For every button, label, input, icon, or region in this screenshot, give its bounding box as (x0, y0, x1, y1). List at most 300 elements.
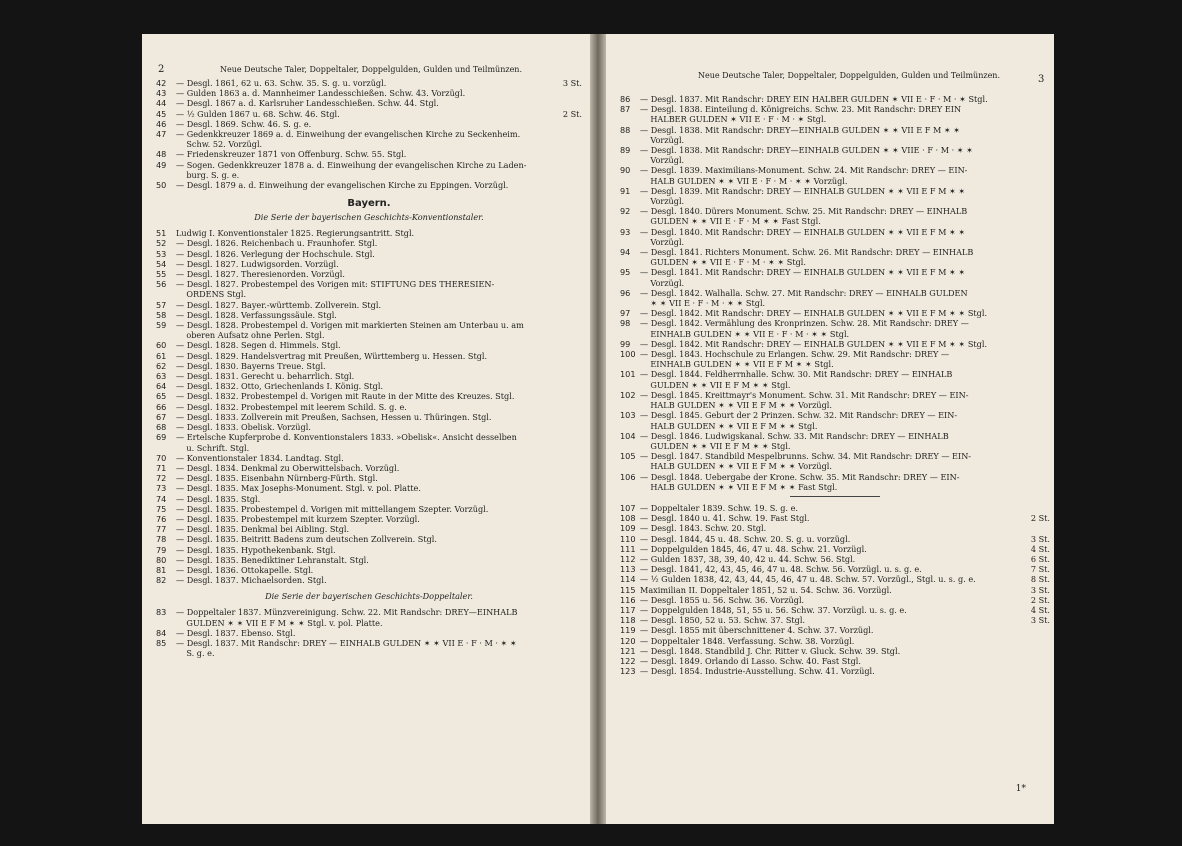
catalog-entry (620, 145, 1050, 165)
catalog-entry (156, 238, 582, 248)
entry-text: Ludwig I. Konventionstaler 1825. Regierungsantritt. Stgl. (176, 228, 415, 239)
entry-number: 119 (620, 625, 636, 636)
entry-quantity (1024, 646, 1050, 656)
entry-number: 64 (156, 381, 167, 392)
entry-quantity (556, 422, 582, 432)
entry-number: 78 (156, 534, 167, 545)
entry-text: — Desgl. 1843. Hochschule zu Erlangen. Schw. 29. Mit Randschr: DREY — EINHALB GULDEN ✶ ✶ VII E F M ✶ ✶ Stgl. (640, 349, 950, 370)
entry-number: 116 (620, 594, 636, 605)
catalog-entry (620, 523, 1050, 533)
catalog-entry (156, 504, 582, 514)
entry-number: 111 (620, 543, 636, 554)
entry-quantity (556, 351, 582, 361)
entry-number: 114 (620, 574, 636, 585)
entry-number: 90 (620, 165, 631, 176)
catalog-entry (156, 432, 582, 452)
entry-number: 89 (620, 145, 631, 156)
entry-number: 73 (156, 483, 167, 494)
entry-number: 97 (620, 308, 631, 319)
entry-quantity: 4 St. (1030, 543, 1050, 554)
entry-quantity (556, 545, 582, 555)
signature-mark: 1* (1015, 784, 1026, 794)
catalog-entry (620, 585, 1050, 595)
entry-text: — ½ Gulden 1838, 42, 43, 44, 45, 46, 47 u. 48. Schw. 57. Vorzügl., Stgl. u. s. g. e. (640, 574, 976, 585)
entry-number: 92 (620, 206, 631, 217)
entry-quantity (556, 310, 582, 320)
entry-text: — Doppeltaler 1848. Verfassung. Schw. 38. Vorzügl. (640, 635, 855, 646)
page-number: 2 (158, 64, 165, 75)
entry-quantity: 3 St. (1030, 615, 1050, 626)
entry-quantity (556, 628, 582, 638)
entry-quantity (1024, 267, 1050, 287)
catalog-entry (156, 555, 582, 565)
catalog-entry (620, 646, 1050, 656)
entry-number: 84 (156, 627, 167, 638)
series-subtitle: Die Serie der bayerischen Geschichts-Konventionstaler. (254, 212, 484, 223)
entry-number: 96 (620, 287, 631, 298)
entry-quantity (556, 259, 582, 269)
entry-text: — Desgl. 1837. Ebenso. Stgl. (176, 627, 296, 638)
entry-quantity (1024, 104, 1050, 124)
catalog-entry (156, 180, 582, 190)
entry-text: — Desgl. 1855 u. 56. Schw. 36. Vorzügl. (640, 594, 805, 605)
entry-text: — Desgl. 1842. Mit Randschr: DREY — EINHALB GULDEN ✶ ✶ VII E F M ✶ ✶ Stgl. (640, 308, 988, 319)
right-page (606, 34, 1054, 824)
entry-number: 108 (620, 513, 636, 524)
entry-quantity (556, 340, 582, 350)
catalog-entry (620, 544, 1050, 554)
catalog-entry (620, 513, 1050, 523)
catalog-entry (620, 472, 1050, 492)
entry-number: 103 (620, 410, 636, 421)
catalog-entry (620, 227, 1050, 247)
entry-text: — Doppeltaler 1837. Münzvereinigung. Schw. 22. Mit Randschr: DREY—EINHALB GULDEN ✶ ✶ VII E F M ✶ ✶ Stgl. v. pol. Platte. (176, 607, 518, 628)
catalog-entry (156, 463, 582, 473)
entry-text: — Desgl. 1861, 62 u. 63. Schw. 35. S. g. u. vorzügl. (176, 78, 387, 88)
entry-text: — Desgl. 1839. Mit Randschr: DREY — EINHALB GULDEN ✶ ✶ VII E F M ✶ ✶ Vorzügl. (640, 185, 966, 207)
entry-quantity (556, 371, 582, 381)
entry-text: — Desgl. 1854. Industrie-Ausstellung. Schw. 41. Vorzügl. (640, 666, 875, 677)
entry-quantity (556, 402, 582, 412)
entry-text: — Desgl. 1869. Schw. 46. S. g. e. (176, 118, 312, 129)
entry-text: — Doppeltaler 1839. Schw. 19. S. g. e. (640, 502, 798, 513)
entry-quantity: 3 St. (1030, 584, 1050, 595)
entry-number: 115 (620, 584, 636, 595)
entry-quantity (556, 269, 582, 279)
catalog-entry (620, 564, 1050, 574)
entry-text: — Desgl. 1841, 42, 43, 45, 46, 47 u. 48. Schw. 56. Vorzügl. u. s. g. e. (640, 564, 922, 575)
entry-text: — Doppelgulden 1845, 46, 47 u. 48. Schw. 21. Vorzügl. (640, 543, 867, 554)
catalog-entry (156, 149, 582, 159)
entry-text: — Desgl. 1836. Ottokapelle. Stgl. (176, 564, 314, 575)
entry-text: — Desgl. 1827. Theresienorden. Vorzügl. (176, 269, 345, 280)
right-content (620, 94, 1050, 676)
entry-quantity (556, 483, 582, 493)
entry-quantity (556, 320, 582, 340)
catalog-entry (156, 422, 582, 432)
entry-number: 120 (620, 635, 636, 646)
entry-number: 54 (156, 258, 167, 269)
catalog-entry (620, 186, 1050, 206)
entry-quantity (1024, 339, 1050, 349)
entry-number: 69 (156, 432, 167, 443)
entry-quantity (556, 238, 582, 248)
entry-quantity: 2 St. (1030, 594, 1050, 605)
catalog-entry (156, 381, 582, 391)
entry-quantity (556, 432, 582, 452)
catalog-entry (156, 473, 582, 483)
section-title: Bayern. (347, 198, 391, 210)
entry-text: — Desgl. 1827. Bayer.-württemb. Zollverein. Stgl. (176, 299, 382, 310)
entry-number: 83 (156, 607, 167, 618)
entry-quantity: 6 St. (1030, 553, 1050, 564)
entry-text: — Desgl. 1835. Benediktiner Lehranstalt. Stgl. (176, 554, 369, 565)
entry-number: 70 (156, 452, 167, 463)
entry-quantity (556, 514, 582, 524)
catalog-entry (156, 249, 582, 259)
entry-number: 113 (620, 564, 636, 575)
catalog-entry (620, 554, 1050, 564)
entry-text: — Desgl. 1842. Mit Randschr: DREY — EINHALB GULDEN ✶ ✶ VII E F M ✶ ✶ Stgl. (640, 338, 988, 349)
catalog-entry (156, 494, 582, 504)
entry-number: 98 (620, 318, 631, 329)
catalog-entry (620, 206, 1050, 226)
entry-number: 56 (156, 279, 167, 290)
catalog-entry (156, 98, 582, 108)
entry-quantity: 2 St. (1030, 513, 1050, 524)
entry-quantity (556, 129, 582, 149)
entry-number: 55 (156, 269, 167, 280)
catalog-entry (156, 129, 582, 149)
catalog-entry (156, 228, 582, 238)
entry-number: 101 (620, 369, 636, 380)
entry-text: — Desgl. 1830. Bayerns Treue. Stgl. (176, 360, 326, 371)
entry-quantity (1024, 308, 1050, 318)
entry-number: 52 (156, 238, 167, 249)
entry-number: 44 (156, 98, 167, 109)
catalog-entry (156, 340, 582, 350)
entry-quantity (1024, 145, 1050, 165)
catalog-entry (620, 656, 1050, 666)
book-gutter (590, 34, 606, 824)
entry-number: 62 (156, 360, 167, 371)
entry-text: — Desgl. 1840. Dürers Monument. Schw. 25. Mit Randschr: DREY — EINHALB GULDEN ✶ ✶ VII E · F · M ✶ ✶ Fast Stgl. (640, 206, 968, 227)
catalog-entry (620, 267, 1050, 287)
entry-text: — Desgl. 1835. Hypothekenbank. Stgl. (176, 544, 336, 555)
entry-text: — Desgl. 1838. Mit Randschr: DREY—EINHALB GULDEN ✶ ✶ VIIE · F · M · ✶ ✶ Vorzügl. (640, 145, 973, 166)
entry-quantity (1024, 636, 1050, 646)
catalog-entry (620, 104, 1050, 124)
entry-quantity (556, 119, 582, 129)
entry-text: — Desgl. 1848. Uebergabe der Krone. Schw. 35. Mit Randschr: DREY — EIN- HALB GULDEN ✶ ✶ VII E F M ✶ ✶ Fast Stgl. (640, 471, 960, 492)
catalog-entry (620, 431, 1050, 451)
catalog-entry (156, 483, 582, 493)
entry-text: — Desgl. 1846. Ludwigskanal. Schw. 33. Mit Randschr: DREY — EINHALB GULDEN ✶ ✶ VII E F M ✶ ✶ Stgl. (640, 430, 949, 451)
catalog-entry (156, 361, 582, 371)
entry-number: 94 (620, 247, 631, 258)
catalog-entry (156, 310, 582, 320)
entry-quantity (556, 149, 582, 159)
entry-text: — Desgl. 1844, 45 u. 48. Schw. 20. S. g. u. vorzügl. (640, 533, 851, 544)
catalog-entry (620, 534, 1050, 544)
entry-quantity (1024, 666, 1050, 676)
entry-text: — Desgl. 1832. Otto, Griechenlands I. König. Stgl. (176, 381, 384, 392)
entry-number: 53 (156, 248, 167, 259)
entry-quantity (556, 361, 582, 371)
entry-number: 106 (620, 471, 636, 482)
catalog-entry (620, 615, 1050, 625)
entry-text: — Desgl. 1826. Verlegung der Hochschule. Stgl. (176, 248, 375, 259)
catalog-entry (620, 595, 1050, 605)
left-content (156, 78, 582, 658)
entry-text: — Desgl. 1848. Standbild J. Chr. Ritter v. Gluck. Schw. 39. Stgl. (640, 645, 901, 656)
entry-number: 48 (156, 149, 167, 160)
entry-list (156, 228, 582, 585)
catalog-entry (156, 514, 582, 524)
entry-text: Maximilian II. Doppeltaler 1851, 52 u. 54. Schw. 36. Vorzügl. (640, 584, 892, 595)
entry-text: — Desgl. 1837. Mit Randschr: DREY EIN HALBER GULDEN ✶ VII E · F · M · ✶ Stgl. (640, 94, 988, 104)
entry-number: 122 (620, 655, 636, 666)
entry-quantity: 3 St. (1030, 533, 1050, 544)
catalog-entry (620, 390, 1050, 410)
entry-text: — Desgl. 1855 mit überschnittener 4. Schw. 37. Vorzügl. (640, 625, 874, 636)
catalog-entry (156, 412, 582, 422)
entry-number: 50 (156, 180, 167, 191)
entry-number: 45 (156, 108, 167, 119)
entry-number: 86 (620, 94, 631, 104)
entry-text: — Desgl. 1847. Standbild Mespelbrunns. Schw. 34. Mit Randschr: DREY — EIN- HALB GULDEN ✶ ✶ VII E F M ✶ ✶ Vorzügl. (640, 451, 972, 472)
catalog-entry (156, 371, 582, 381)
entry-number: 42 (156, 78, 167, 88)
catalog-entry (620, 574, 1050, 584)
entry-quantity (1024, 247, 1050, 267)
entry-text: — Gedenkkreuzer 1869 a. d. Einweihung der evangelischen Kirche zu Seckenheim. Schw. 52. Vorzügl. (176, 129, 521, 150)
entry-number: 66 (156, 401, 167, 412)
catalog-entry (620, 165, 1050, 185)
catalog-entry (156, 300, 582, 310)
entry-text: — Doppelgulden 1848, 51, 55 u. 56. Schw. 37. Vorzügl. u. s. g. e. (640, 604, 907, 615)
catalog-entry (156, 607, 582, 627)
entry-quantity (1024, 227, 1050, 247)
entry-quantity (1024, 349, 1050, 369)
entry-number: 57 (156, 299, 167, 310)
catalog-entry (156, 534, 582, 544)
catalog-entry (156, 269, 582, 279)
entry-text: — Desgl. 1837. Michaelsorden. Stgl. (176, 575, 327, 586)
entry-quantity (1024, 288, 1050, 308)
entry-text: — Desgl. 1844. Feldherrnhalle. Schw. 30. Mit Randschr: DREY — EINHALB GULDEN ✶ ✶ VII E F M ✶ ✶ Stgl. (640, 369, 953, 390)
entry-number: 65 (156, 391, 167, 402)
entry-quantity (1024, 165, 1050, 185)
entry-quantity (556, 607, 582, 627)
entry-number: 59 (156, 320, 167, 331)
entry-text: — Desgl. 1850, 52 u. 53. Schw. 37. Stgl. (640, 615, 806, 626)
entry-text: — Desgl. 1828. Segen d. Himmels. Stgl. (176, 340, 341, 351)
entry-number: 85 (156, 637, 167, 648)
entry-text: — Desgl. 1842. Vermählung des Kronprinzen. Schw. 28. Mit Randschr: DREY — EINHALB GULDEN ✶ ✶ VII E · F · M · ✶ ✶ Stgl. (640, 318, 969, 339)
catalog-entry (156, 279, 582, 299)
entry-number: 71 (156, 462, 167, 473)
entry-list (620, 503, 1050, 676)
catalog-entry (620, 503, 1050, 513)
entry-text: — Desgl. 1833. Obelisk. Vorzügl. (176, 422, 311, 433)
entry-quantity (556, 300, 582, 310)
page-number: 3 (1038, 74, 1045, 85)
entry-number: 49 (156, 159, 167, 170)
entry-quantity (556, 534, 582, 544)
entry-number: 109 (620, 523, 636, 534)
catalog-entry (620, 94, 1050, 104)
catalog-entry (156, 391, 582, 401)
entry-quantity (1024, 186, 1050, 206)
entry-text: — Desgl. 1838. Mit Randschr: DREY—EINHALB GULDEN ✶ ✶ VII E F M ✶ ✶ Vorzügl. (640, 124, 961, 145)
entry-text: — Desgl. 1834. Denkmal zu Oberwittelsbach. Vorzügl. (176, 462, 400, 473)
entry-quantity (556, 524, 582, 534)
catalog-entry (156, 628, 582, 638)
entry-text: — Desgl. 1879 a. d. Einweihung der evangelischen Kirche zu Eppingen. Vorzügl. (176, 180, 509, 191)
entry-text: — Desgl. 1841. Richters Monument. Schw. 26. Mit Randschr: DREY — EINHALB GULDEN ✶ ✶ VII E · F · M · ✶ ✶ Stgl. (640, 247, 974, 268)
entry-quantity (556, 555, 582, 565)
entry-text: — Desgl. 1835. Max Josephs-Monument. Stgl. v. pol. Platte. (176, 483, 421, 494)
entry-quantity: 8 St. (1030, 574, 1050, 585)
entry-text: — Konventionstaler 1834. Landtag. Stgl. (176, 452, 344, 463)
entry-number: 76 (156, 513, 167, 524)
entry-quantity (556, 160, 582, 180)
entry-text: — Ertelsche Kupferprobe d. Konventionstalers 1833. »Obelisk«. Ansicht desselben u. Schrift. Stgl. (176, 432, 517, 453)
entry-number: 63 (156, 371, 167, 382)
entry-text: — Desgl. 1867 a. d. Karlsruher Landesschießen. Schw. 44. Stgl. (176, 98, 439, 109)
catalog-entry (156, 351, 582, 361)
entry-text: — Sogen. Gedenkkreuzer 1878 a. d. Einweihung der evangelischen Kirche zu Laden- burg. S. g. e. (176, 159, 527, 180)
catalog-entry (156, 402, 582, 412)
entry-text: — Desgl. 1832. Probestempel d. Vorigen mit Raute in der Mitte des Kreuzes. Stgl. (176, 391, 515, 402)
entry-text: — Desgl. 1849. Orlando di Lasso. Schw. 40. Fast Stgl. (640, 655, 861, 666)
entry-quantity (556, 391, 582, 401)
catalog-entry (156, 565, 582, 575)
entry-quantity (556, 453, 582, 463)
entry-quantity (556, 473, 582, 483)
entry-number: 81 (156, 564, 167, 575)
catalog-entry (620, 308, 1050, 318)
entry-number: 117 (620, 604, 636, 615)
entry-number: 110 (620, 533, 636, 544)
catalog-entry (156, 638, 582, 658)
entry-number: 95 (620, 267, 631, 278)
entry-quantity (556, 249, 582, 259)
entry-text: — Desgl. 1839. Maximilians-Monument. Schw. 24. Mit Randschr: DREY — EIN- HALB GULDEN ✶ ✶ VII E · F · M · ✶ ✶ Vorzügl. (640, 165, 968, 186)
entry-text: — Desgl. 1835. Eisenbahn Nürnberg-Fürth. Stgl. (176, 473, 378, 484)
entry-quantity (1024, 369, 1050, 389)
entry-quantity: 3 St. (562, 78, 582, 88)
entry-number: 75 (156, 503, 167, 514)
entry-text: — Desgl. 1835. Beitritt Badens zum deutschen Zollverein. Stgl. (176, 534, 437, 545)
entry-quantity (1024, 390, 1050, 410)
entry-quantity (556, 504, 582, 514)
entry-quantity (1024, 472, 1050, 492)
entry-quantity (556, 463, 582, 473)
entry-quantity: 4 St. (1030, 604, 1050, 615)
entry-number: 72 (156, 473, 167, 484)
entry-quantity (556, 180, 582, 190)
entry-number: 105 (620, 451, 636, 462)
entry-quantity (556, 279, 582, 299)
entry-number: 51 (156, 228, 167, 239)
entry-text: — Desgl. 1831. Gerecht u. beharrlich. Stgl. (176, 371, 355, 382)
entry-quantity (556, 228, 582, 238)
entry-number: 123 (620, 666, 636, 677)
catalog-entry (156, 160, 582, 180)
entry-quantity (556, 381, 582, 391)
entry-text: — Desgl. 1835. Stgl. (176, 493, 261, 504)
entry-list (156, 607, 582, 658)
entry-quantity (1024, 431, 1050, 451)
divider-rule (790, 496, 880, 497)
entry-quantity (1024, 656, 1050, 666)
entry-number: 107 (620, 502, 636, 513)
catalog-entry (156, 78, 582, 88)
catalog-entry (620, 349, 1050, 369)
entry-text: — Desgl. 1826. Reichenbach u. Fraunhofer. Stgl. (176, 238, 378, 249)
entry-number: 121 (620, 645, 636, 656)
entry-text: — Desgl. 1828. Verfassungssäule. Stgl. (176, 309, 337, 320)
entry-text: — Friedenskreuzer 1871 von Offenburg. Schw. 55. Stgl. (176, 149, 407, 160)
entry-number: 91 (620, 185, 631, 196)
series-subtitle: Die Serie der bayerischen Geschichts-Doppeltaler. (265, 591, 473, 602)
catalog-entry (156, 524, 582, 534)
entry-quantity (556, 88, 582, 98)
entry-number: 74 (156, 493, 167, 504)
catalog-entry (620, 318, 1050, 338)
entry-number: 67 (156, 411, 167, 422)
entry-quantity: 2 St. (562, 108, 582, 119)
entry-number: 118 (620, 615, 636, 626)
entry-text: — Desgl. 1832. Probestempel mit leerem Schild. S. g. e. (176, 401, 407, 412)
entry-text: — Desgl. 1833. Zollverein mit Preußen, Sachsen, Hessen u. Thüringen. Stgl. (176, 411, 492, 422)
entry-number: 61 (156, 350, 167, 361)
entry-text: — Desgl. 1845. Geburt der 2 Prinzen. Schw. 32. Mit Randschr: DREY — EIN- HALB GULDEN ✶ ✶ VII E F M ✶ ✶ Stgl. (640, 410, 958, 431)
catalog-entry (156, 575, 582, 585)
catalog-entry (156, 545, 582, 555)
catalog-entry (620, 288, 1050, 308)
catalog-entry (156, 109, 582, 119)
entry-text: — Desgl. 1828. Probestempel d. Vorigen mit markierten Steinen am Unterbau u. am oberen Aufsatz ohne Perlen. Stgl. (176, 320, 524, 341)
running-head: Neue Deutsche Taler, Doppeltaler, Doppelgulden, Gulden und Teilmünzen. (220, 65, 522, 74)
catalog-entry (620, 625, 1050, 635)
entry-list (620, 94, 1050, 492)
entry-quantity (1024, 523, 1050, 533)
entry-number: 68 (156, 422, 167, 433)
entry-number: 99 (620, 338, 631, 349)
entry-quantity (1024, 625, 1050, 635)
entry-number: 87 (620, 104, 631, 115)
entry-number: 43 (156, 88, 167, 99)
entry-number: 77 (156, 524, 167, 535)
entry-number: 100 (620, 349, 636, 360)
entry-number: 93 (620, 226, 631, 237)
entry-quantity (1024, 206, 1050, 226)
catalog-entry (620, 247, 1050, 267)
entry-number: 102 (620, 389, 636, 400)
entry-list (156, 78, 582, 190)
entry-quantity (556, 412, 582, 422)
entry-quantity (556, 565, 582, 575)
entry-number: 60 (156, 340, 167, 351)
catalog-entry (620, 369, 1050, 389)
entry-number: 79 (156, 544, 167, 555)
entry-number: 58 (156, 309, 167, 320)
entry-quantity (556, 494, 582, 504)
entry-text: — Gulden 1863 a. d. Mannheimer Landesschießen. Schw. 43. Vorzügl. (176, 88, 466, 99)
